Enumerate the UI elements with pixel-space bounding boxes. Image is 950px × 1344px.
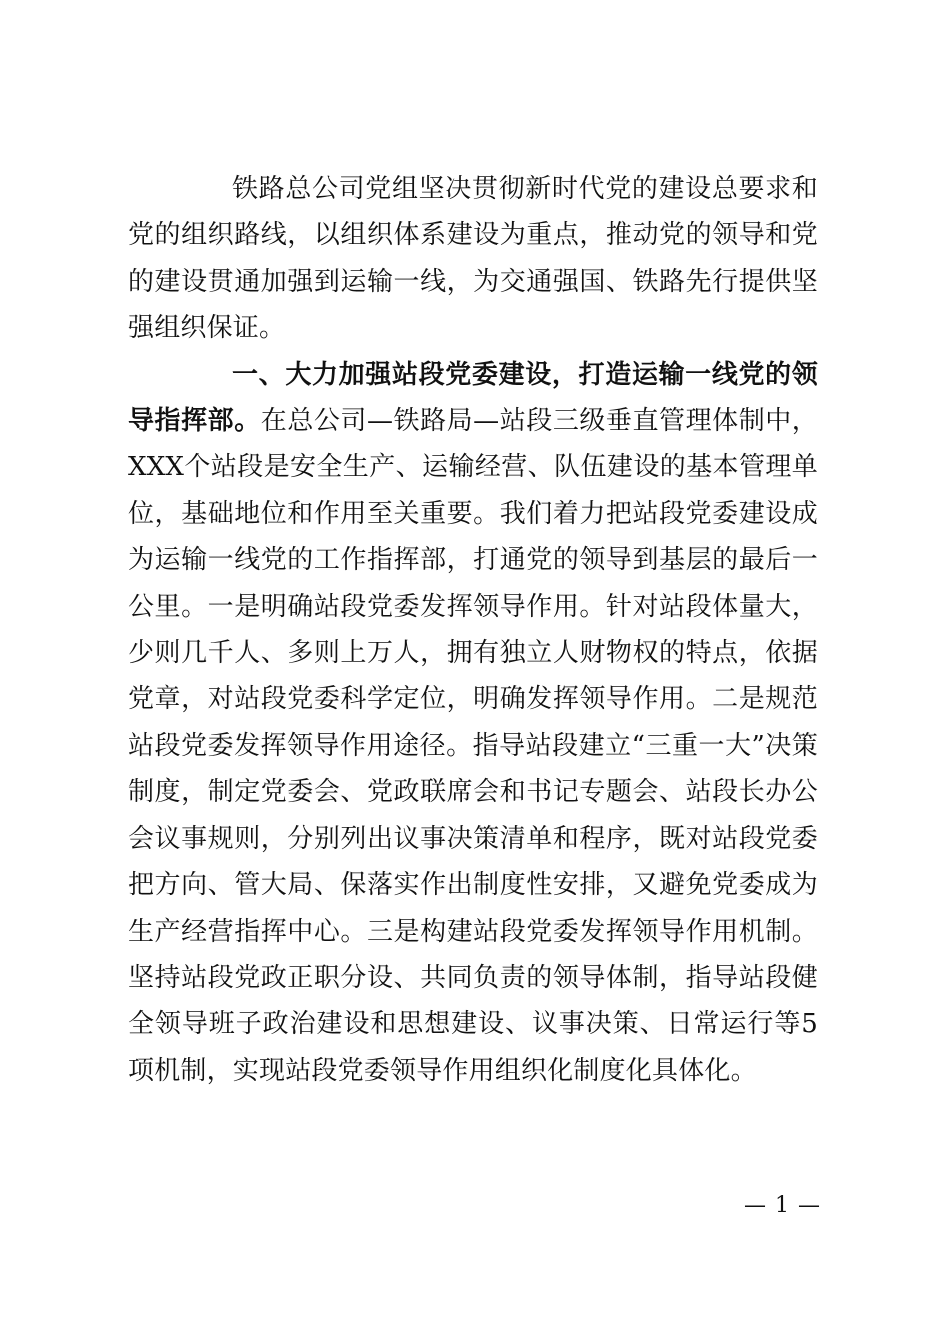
intro-paragraph-text: 铁路总公司党组坚决贯彻新时代党的建设总要求和党的组织路线，以组织体系建设为重点，推动党的领导和党的建设贯通加强到运输一线，为交通强国、铁路先行提供坚强组织保证。 [128, 174, 818, 344]
document-body [128, 166, 818, 1094]
section-one-text: 在总公司—铁路局—站段三级垂直管理体制中，XXX个站段是安全生产、运输经营、队伍建设的基本管理单位，基础地位和作用至关重要。我们着力把站段党委建设成为运输一线党的工作指挥部，打通党的领导到基层的最后一公里。一是明确站段党委发挥领导作用。针对站段体量大，少则几千人、多则上万人，拥有独立人财物权的特点，依据党章，对站段党委科学定位，明确发挥领导作用。二是规范站段党委发挥领导作用途径。指导站段建立“三重一大”决策制度，制定党委会、党政联席会和书记专题会、站段长办公会议事规则，分别列出议事决策清单和程序，既对站段党委把方向、管大局、保落实作出制度性安排，又避免党委成为生产经营指挥中心。三是构建站段党委发挥领导作用机制。坚持站段党政正职分设、共同负责的领导体制，指导站段健全领导班子政治建设和思想建设、议事决策、日常运行等5项机制，实现站段党委领导作用组织化制度化具体化。 [128, 406, 818, 1086]
intro-paragraph [128, 166, 818, 352]
section-one-paragraph [128, 352, 818, 1095]
page-number: — 1 — [744, 1193, 821, 1218]
section-one-heading: 一、大力加强站段党委建设，打造运输一线党的领导指挥部。 [128, 359, 818, 437]
